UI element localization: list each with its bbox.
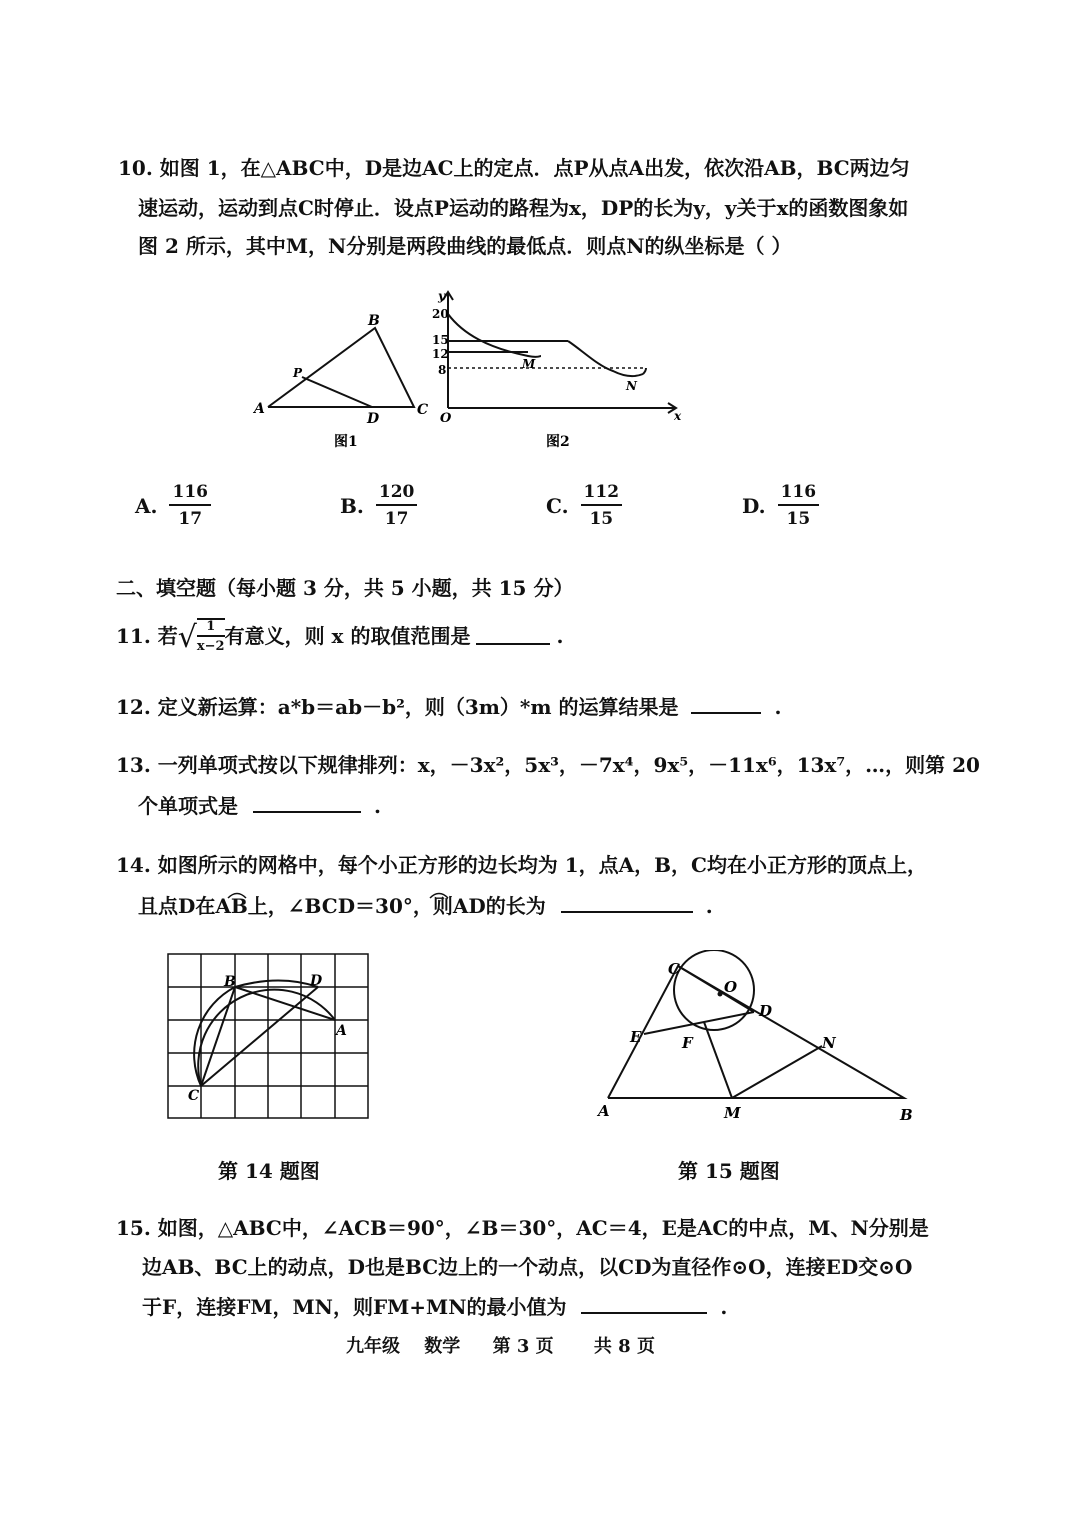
- fig2-tick-20: 20: [432, 307, 449, 321]
- q15-figure: [594, 950, 924, 1130]
- q10-line2: 速运动，运动到点C时停止．设点P运动的路程为x，DP的长为y，y关于x的函数图象如: [138, 196, 909, 220]
- q10-line1: 10. 如图 1，在△ABC中，D是边AC上的定点．点P从点A出发，依次沿AB，BC两边匀: [118, 156, 910, 180]
- fig2-label-N: N: [626, 379, 637, 393]
- q13-answer-blank[interactable]: [253, 795, 361, 813]
- q13-line2: [138, 795, 381, 816]
- fig14-label-D: D: [310, 973, 323, 989]
- q14-answer-blank[interactable]: [561, 895, 693, 913]
- q12-answer-blank[interactable]: [691, 696, 761, 714]
- q11: [116, 618, 563, 653]
- fig15-label-O: O: [724, 978, 738, 996]
- option-a-fraction: [169, 482, 211, 529]
- fig14-caption: 第 14 题图: [218, 1159, 320, 1183]
- fig14-label-A: A: [336, 1023, 347, 1039]
- q11-prefix: 11. 若: [116, 623, 178, 648]
- q10-line3: 图 2 所示，其中M，N分别是两段曲线的最低点．则点N的纵坐标是（ ）: [138, 234, 792, 258]
- option-c-fraction: [581, 482, 623, 529]
- q15-end: .: [720, 1295, 728, 1319]
- q10-option-d[interactable]: [742, 482, 821, 529]
- fig15-label-D: D: [759, 1002, 773, 1020]
- option-a-letter: A.: [135, 493, 158, 518]
- q13-line2-prefix: 个单项式是: [138, 794, 238, 818]
- fig2-x-axis: x: [674, 409, 682, 423]
- q10-option-b[interactable]: [340, 482, 419, 529]
- fig14-label-C: C: [188, 1088, 200, 1104]
- sqrt-sign-icon: √: [177, 620, 197, 655]
- q15-answer-blank[interactable]: [581, 1296, 707, 1314]
- fig2-tick-12: 12: [432, 347, 449, 361]
- q14-end: .: [705, 894, 713, 918]
- q12-end: .: [774, 695, 782, 719]
- fig15-label-C: C: [668, 960, 680, 978]
- fig2-tick-8: 8: [438, 363, 447, 377]
- q14-figure: [160, 948, 380, 1128]
- page-footer: [346, 1338, 655, 1356]
- q11-end: .: [556, 623, 564, 648]
- option-b-fraction: [376, 482, 418, 529]
- fig2-caption: 图2: [546, 434, 570, 450]
- option-d-denominator: 15: [786, 509, 811, 529]
- fig1-label-B: B: [368, 313, 380, 329]
- fig15-label-M: M: [724, 1104, 741, 1122]
- q15-line2: 边AB、BC上的动点，D也是BC边上的一个动点，以CD为直径作⊙O，连接ED交⊙O: [142, 1255, 913, 1279]
- fig2-tick-15: 15: [432, 333, 449, 347]
- footer-total: 共 8 页: [593, 1336, 655, 1357]
- fig14-label-B: B: [224, 974, 236, 990]
- option-c-denominator: 15: [589, 509, 614, 529]
- fig15-label-E: E: [630, 1028, 642, 1046]
- section-2-heading: 二、填空题（每小题 3 分，共 5 小题，共 15 分）: [116, 576, 574, 600]
- fig15-caption: 第 15 题图: [678, 1159, 780, 1183]
- q15-line3: [142, 1296, 727, 1317]
- fig1-caption: 图1: [334, 434, 358, 450]
- q14-arc-marks: [220, 888, 460, 902]
- fig2-label-M: M: [522, 357, 536, 371]
- footer-page: 第 3 页: [492, 1336, 554, 1357]
- fig1-label-P: P: [293, 366, 303, 380]
- fig1-label-C: C: [417, 402, 429, 418]
- option-b-numerator: 120: [376, 482, 418, 506]
- fig15-label-A: A: [598, 1102, 610, 1120]
- footer-subject: 数学: [424, 1336, 461, 1357]
- option-d-fraction: [778, 482, 820, 529]
- q11-denominator: x−2: [196, 639, 225, 654]
- fig15-label-N: N: [822, 1034, 836, 1052]
- q10-option-c[interactable]: [546, 482, 624, 529]
- q11-sqrt: [178, 618, 225, 653]
- q11-suffix: 有意义，则 x 的取值范围是: [224, 623, 471, 648]
- q11-fraction: [197, 620, 225, 653]
- option-c-numerator: 112: [581, 482, 623, 506]
- footer-grade: 九年级: [346, 1336, 400, 1357]
- option-d-letter: D.: [742, 493, 766, 518]
- option-a-numerator: 116: [169, 482, 211, 506]
- q12-text: 12. 定义新运算：a*b＝ab－b²，则（3m）*m 的运算结果是: [116, 695, 679, 719]
- q11-answer-blank[interactable]: [476, 627, 550, 645]
- fig1-label-D: D: [367, 411, 380, 427]
- fig2-origin: O: [440, 411, 452, 426]
- option-a-denominator: 17: [178, 509, 203, 529]
- q12: [116, 696, 781, 717]
- q15-line1: 15. 如图，△ABC中，∠ACB＝90°，∠B＝30°，AC＝4，E是AC的中点，M、N分别是: [116, 1216, 929, 1240]
- option-c-letter: C.: [546, 493, 569, 518]
- q11-numerator: 1: [197, 620, 225, 637]
- q13-line1: 13. 一列单项式按以下规律排列：x，－3x²，5x³，－7x⁴，9x⁵，－11x⁶，13x⁷，…，则第 20: [116, 753, 980, 777]
- q10-figure-2: [418, 286, 693, 458]
- fig1-label-A: A: [254, 401, 265, 417]
- option-b-denominator: 17: [384, 509, 409, 529]
- fig15-label-F: F: [682, 1034, 693, 1052]
- fig15-label-B: B: [900, 1106, 913, 1124]
- option-b-letter: B.: [340, 493, 364, 518]
- q10-figure-1: [250, 310, 440, 460]
- fig2-y-axis: y: [438, 289, 445, 303]
- q15-line3-prefix: 于F，连接FM，MN，则FM+MN的最小值为: [142, 1295, 567, 1319]
- q14-line1: 14. 如图所示的网格中，每个小正方形的边长均为 1，点A，B，C均在小正方形的顶点上，: [116, 853, 927, 877]
- q14-line2-prefix: 且点D在AB上，∠BCD＝30°，则AD的长为: [138, 894, 546, 918]
- q13-end: .: [373, 794, 381, 818]
- option-d-numerator: 116: [778, 482, 820, 506]
- q10-option-a[interactable]: [135, 482, 213, 529]
